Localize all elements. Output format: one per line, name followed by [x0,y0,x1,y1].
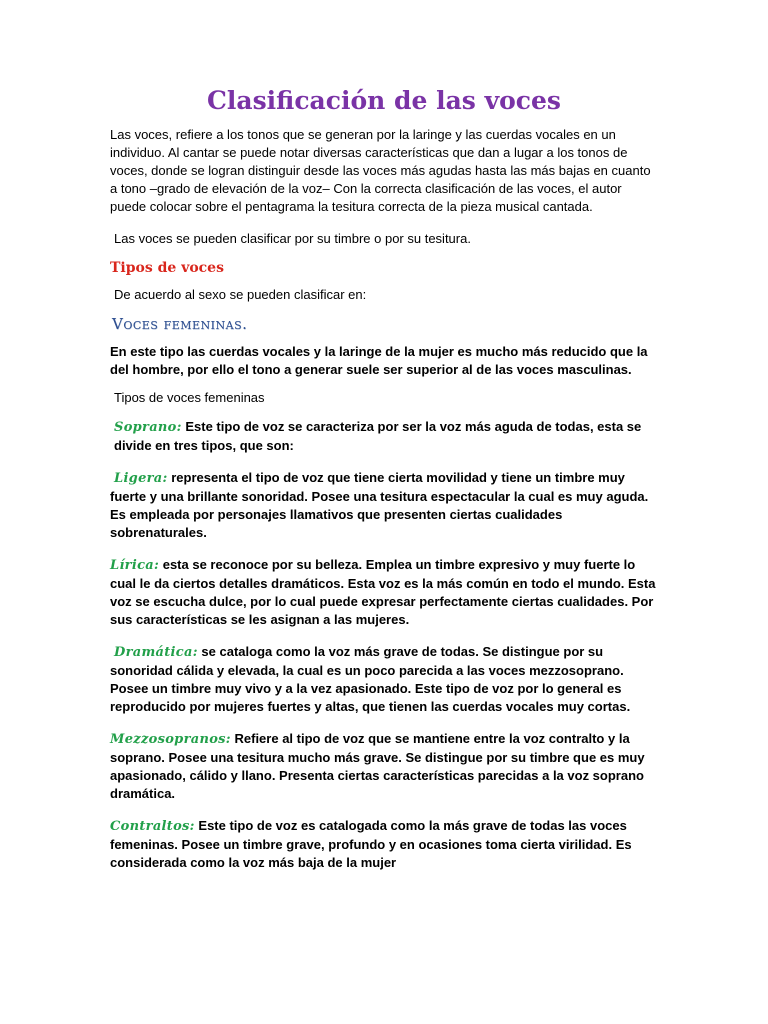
item-term: Contraltos: [110,819,195,834]
item-mezzosopranos [110,730,660,803]
item-text: representa el tipo de voz que tiene cierta movilidad y tiene un timbre muy fuerte y una brillante sonoridad. Posee una tesitura espectacular la cual es muy aguda. Es empleada por personajes llamativos que presenten ciertas cualidades sobrenaturales. [110,470,649,540]
item-term: Mezzosopranos: [110,732,231,747]
femeninas-heading: Voces femeninas. [112,315,248,333]
item-text: Este tipo de voz es catalogada como la más grave de todas las voces femeninas. Posee un timbre grave, profundo y en ocasiones toma cierta virilidad. Es considerada como la voz más baja de la mujer [110,818,632,870]
item-ligera [110,469,660,542]
item-lirica [110,556,660,629]
item-term: Ligera: [114,471,168,486]
femeninas-paragraph: En este tipo las cuerdas vocales y la laringe de la mujer es mucho más reducido que la del hombre, por ello el tono a generar suele ser superior al de las voces masculinas. [110,344,648,377]
item-term: Lírica: [110,558,160,573]
intro-paragraph: Las voces, refiere a los tonos que se generan por la laringe y las cuerdas vocales en un individuo. Al cantar se puede notar diversas características que dan a lugar a los tonos de voces, donde se logran distinguir desde las voces más agudas hasta las más bajas en cuanto a tono –grado de elevación de la voz– Con la correcta clasificación de las voces, el autor puede colocar sobre el pentagrama la tesitura correcta de la pieza musical cantada. [110,127,651,214]
item-text: se cataloga como la voz más grave de todas. Se distingue por su sonoridad cálida y elevada, la cual es un poco parecida a las voces mezzosoprano. Posee un timbre muy vivo y a la vez apasionado. Este tipo de voz por lo general es reproducido por mujeres fuertes y altas, que tienen las cuerdas vocales muy cortas. [110,644,631,714]
item-term: Soprano: [114,420,182,435]
item-text: esta se reconoce por su belleza. Emplea un timbre expresivo y muy fuerte lo cual le da ciertos detalles dramáticos. Esta voz es la más común en todo el mundo. Esta voz se escucha dulce, por lo cual puede expresar perfectamente ciertas cualidades. Por sus características se les asignan a las mujeres. [110,557,656,627]
item-text: Este tipo de voz se caracteriza por ser la voz más aguda de todas, esta se divide en tres tipos, que son: [114,419,642,453]
tipos-heading: Tipos de voces [110,260,224,276]
item-dramatica [110,643,660,716]
tipos-femeninas-paragraph: Tipos de voces femeninas [114,390,265,405]
item-contraltos [110,817,660,872]
clasificacion-paragraph: Las voces se pueden clasificar por su timbre o por su tesitura. [114,231,471,246]
item-term: Dramática: [114,645,198,660]
document-body [110,126,660,881]
acuerdo-paragraph: De acuerdo al sexo se pueden clasificar en: [114,287,367,302]
item-text: Refiere al tipo de voz que se mantiene entre la voz contralto y la soprano. Posee una tesitura mucho más grave. Se distingue por su timbre que es muy apasionado, cálido y llano. Presenta ciertas características parecidas a la voz soprano dramática. [110,731,645,801]
item-soprano [110,418,660,455]
page-title: Clasificación de las voces [206,86,561,115]
